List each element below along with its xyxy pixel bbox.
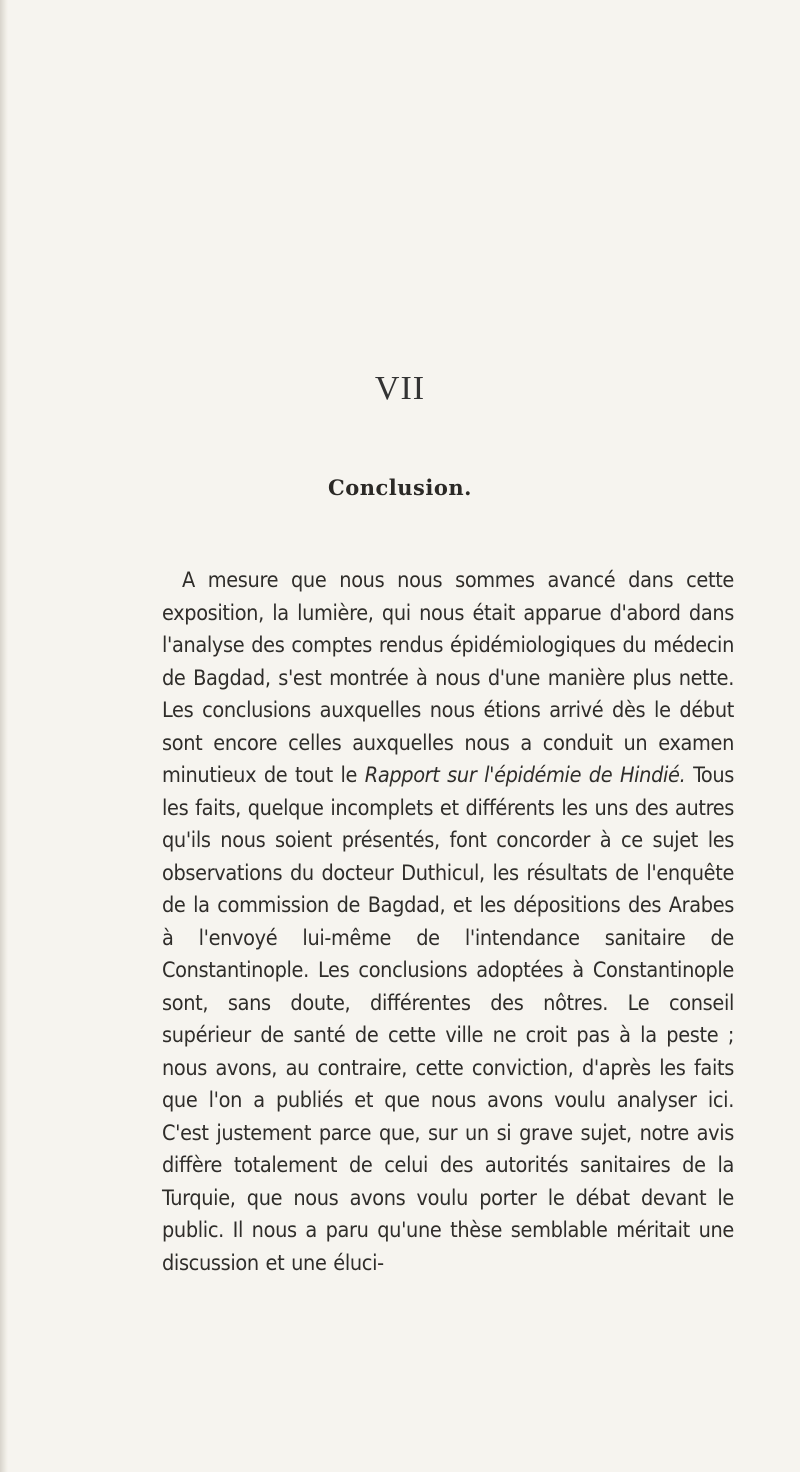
body-paragraph xyxy=(162,565,734,1280)
page-edge xyxy=(0,0,8,1472)
paragraph-text-end: Tous les faits, quelque incomplets et différents les uns des autres qu'ils nous soient présentés, font concorder à ce sujet les observations du docteur Duthicul, les résultats de l'enquête de la commission de Bagdad, et les dépositions des Arabes à l'envoyé lui-même de l'intendance sanitaire de Constantinople. Les conclusions adoptées à Constantinople sont, sans doute, différentes des nôtres. Le conseil supérieur de santé de cette ville ne croit pas à la peste ; nous avons, au contraire, cette conviction, d'après les faits que l'on a publiés et que nous avons voulu analyser ici. C'est justement parce que, sur un si grave sujet, notre avis diffère totalement de celui des autorités sanitaires de la Turquie, que nous avons voulu porter le débat devant le public. Il nous a paru qu'une thèse semblable méritait une discussion et une éluci- xyxy=(162,763,734,1276)
report-title-italic: Rapport sur l'épidémie de Hindié. xyxy=(364,763,686,788)
paragraph-text-start: A mesure que nous nous sommes avancé dans cette exposition, la lumière, qui nous était apparue d'abord dans l'analyse des comptes rendus épidémiologiques du médecin de Bagdad, s'est montrée à nous d'une manière plus nette. Les conclusions auxquelles nous étions arrivé dès le début sont encore celles auxquelles nous a conduit un examen minutieux de tout le xyxy=(162,568,734,788)
section-title: Conclusion. xyxy=(328,475,472,500)
chapter-number: VII xyxy=(374,370,426,407)
